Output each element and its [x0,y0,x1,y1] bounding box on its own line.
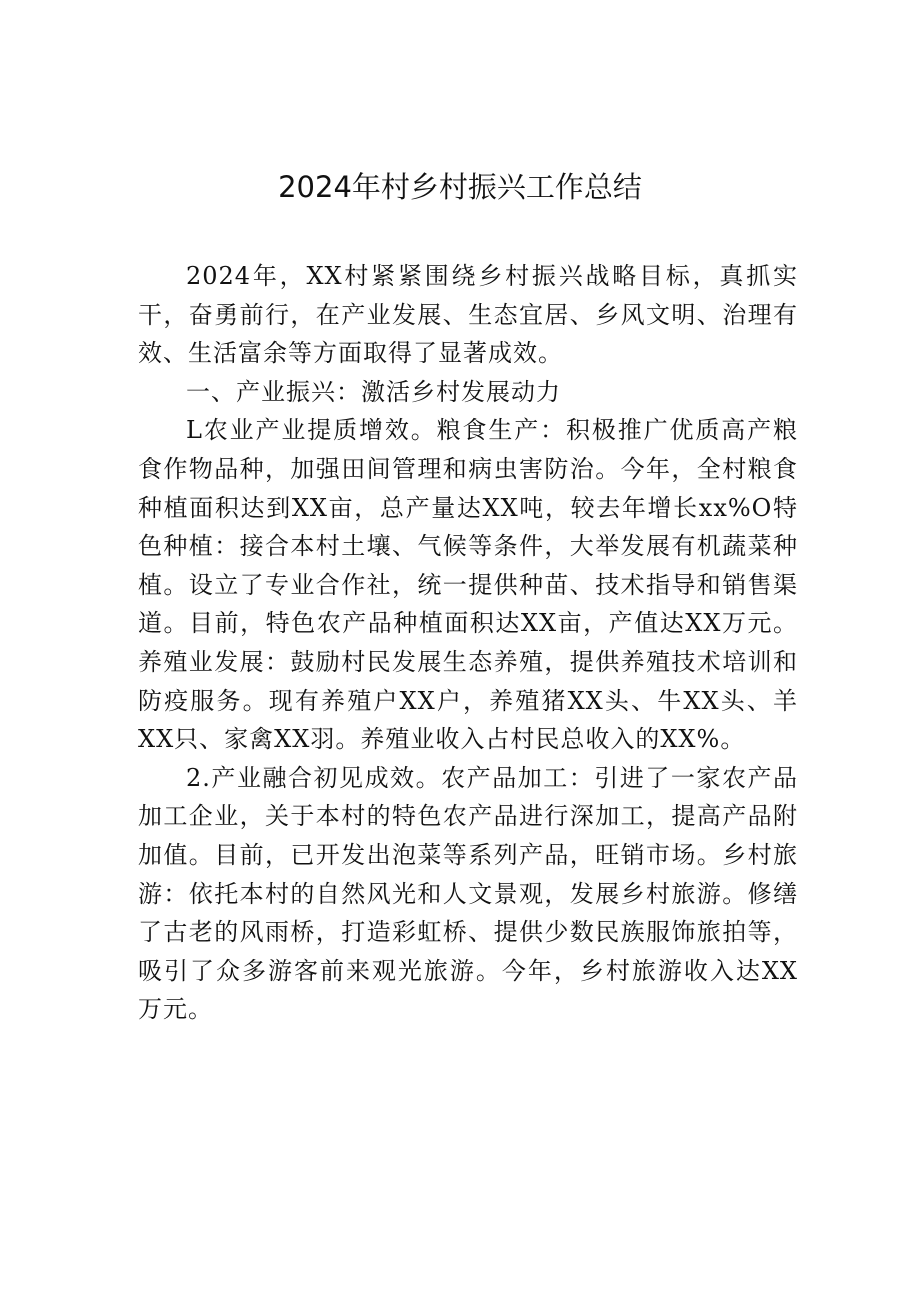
document-body [138,257,798,1029]
section-heading: 一、产业振兴：激活乡村发展动力 [186,377,561,406]
document-title: 2024年村乡村振兴工作总结 [278,170,642,204]
body-paragraph: L农业产业提质增效。粮食生产：积极推广优质高产粮食作物品种，加强田间管理和病虫害防治。今年，全村粮食种植面积达到XX亩，总产量达XX吨，较去年增长xx%O特色种植：接合本村土壤、气候等条件，大举发展有机蔬菜种植。设立了专业合作社，统一提供种苗、技术指导和销售渠道。目前，特色农产品种植面积达XX亩，产值达XX万元。养殖业发展：鼓励村民发展生态养殖，提供养殖技术培训和防疫服务。现有养殖户XX户，养殖猪XX头、牛XX头、羊XX只、家禽XX羽。养殖业收入占村民总收入的XX%。 [138,416,798,754]
body-paragraph: 2.产业融合初见成效。农产品加工：引进了一家农产品加工企业，关于本村的特色农产品进行深加工，提高产品附加值。目前，已开发出泡菜等系列产品，旺销市场。乡村旅游：依托本村的自然风光和人文景观，发展乡村旅游。修缮了古老的风雨桥，打造彩虹桥、提供少数民族服饰旅拍等，吸引了众多游客前来观光旅游。今年，乡村旅游收入达XX万元。 [138,763,798,1024]
intro-paragraph: 2024年，XX村紧紧围绕乡村振兴战略目标，真抓实干，奋勇前行，在产业发展、生态宜居、乡风文明、治理有效、生活富余等方面取得了显著成效。 [138,262,798,368]
